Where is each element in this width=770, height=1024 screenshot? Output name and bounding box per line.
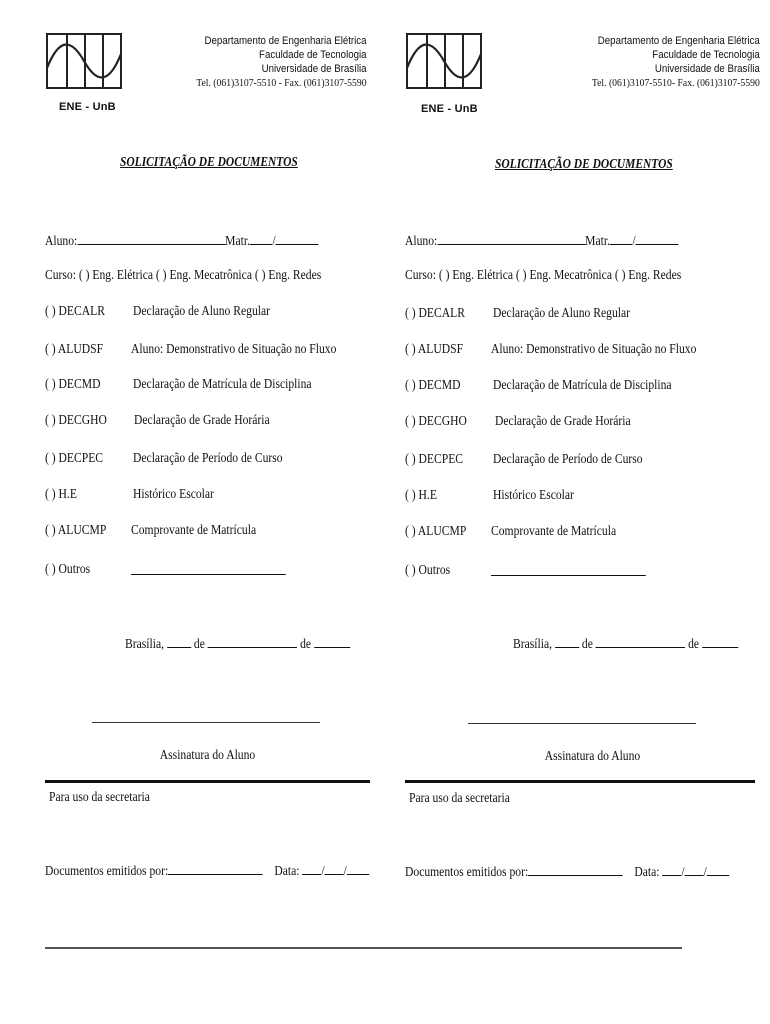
divider	[405, 780, 755, 783]
data-label: Data:	[634, 864, 660, 879]
data-day-field[interactable]	[662, 862, 681, 876]
option-desc: Declaração de Período de Curso	[133, 450, 283, 465]
emitidos-field[interactable]	[168, 861, 263, 875]
aluno-label: Aluno:	[45, 233, 78, 248]
emitidos-label: Documentos emitidos por:	[405, 864, 529, 879]
data-day-field[interactable]	[302, 861, 321, 875]
signature-line[interactable]	[92, 722, 320, 723]
matr-field-2[interactable]	[636, 231, 679, 245]
data-year-field[interactable]	[347, 861, 369, 875]
option-code[interactable]: ( ) H.E	[405, 487, 437, 502]
data-label: Data:	[274, 863, 300, 878]
option-desc: Declaração de Matrícula de Disciplina	[133, 376, 312, 391]
ene-unb-logo-icon	[45, 32, 123, 90]
secretaria-label: Para uso da secretaria	[409, 790, 510, 805]
option-desc: Comprovante de Matrícula	[491, 523, 617, 538]
city-label: Brasília,	[513, 636, 553, 651]
matr-label: Matr.	[225, 233, 251, 248]
ene-unb-logo-icon	[405, 32, 483, 90]
option-desc: Comprovante de Matrícula	[131, 522, 257, 537]
day-field[interactable]	[167, 634, 191, 648]
option-code[interactable]: ( ) DECALR	[45, 303, 105, 318]
form-left	[45, 0, 380, 1024]
divider	[45, 780, 370, 783]
option-code[interactable]: ( ) DECGHO	[45, 412, 107, 427]
option-desc: Declaração de Período de Curso	[493, 451, 643, 466]
year-field[interactable]	[702, 634, 738, 648]
signature-label: Assinatura do Aluno	[159, 747, 256, 762]
form-right	[405, 0, 760, 1024]
option-desc: Declaração de Grade Horária	[495, 413, 631, 428]
aluno-label: Aluno:	[405, 233, 438, 248]
emitidos-row: Documentos emitidos por: Data: / /	[45, 861, 369, 879]
option-code[interactable]: ( ) DECMD	[45, 376, 101, 391]
emitidos-field[interactable]	[528, 862, 623, 876]
matr-field-1[interactable]	[610, 231, 632, 245]
department-name: Departamento de Engenharia Elétrica	[598, 35, 760, 47]
option-desc: Declaração de Aluno Regular	[493, 305, 631, 320]
form-title: SOLICITAÇÃO DE DOCUMENTOS	[120, 155, 298, 170]
outros-field[interactable]	[491, 562, 646, 580]
curso-row[interactable]: Curso: ( ) Eng. Elétrica ( ) Eng. Mecatrônica ( ) Eng. Redes	[405, 267, 682, 282]
de-label: de	[688, 636, 700, 651]
department-name: Departamento de Engenharia Elétrica	[205, 35, 367, 47]
option-desc: Declaração de Aluno Regular	[133, 303, 271, 318]
phone-fax: Tel. (061)3107-5510 - Fax. (061)3107-5590	[196, 77, 367, 89]
year-field[interactable]	[314, 634, 350, 648]
option-desc: Histórico Escolar	[133, 486, 214, 501]
matr-field-1[interactable]	[250, 231, 272, 245]
option-code[interactable]: ( ) ALUCMP	[405, 523, 467, 538]
option-code[interactable]: ( ) DECGHO	[405, 413, 467, 428]
signature-line[interactable]	[468, 723, 696, 724]
faculty-name: Faculdade de Tecnologia	[259, 49, 367, 61]
option-desc: Histórico Escolar	[493, 487, 574, 502]
aluno-field[interactable]	[77, 231, 225, 245]
aluno-field[interactable]	[437, 231, 585, 245]
option-desc: Aluno: Demonstrativo de Situação no Fluxo	[491, 341, 697, 356]
outros-field[interactable]	[131, 561, 286, 579]
curso-row[interactable]: Curso: ( ) Eng. Elétrica ( ) Eng. Mecatrônica ( ) Eng. Redes	[45, 267, 322, 282]
option-desc: Aluno: Demonstrativo de Situação no Fluxo	[131, 341, 337, 356]
data-year-field[interactable]	[707, 862, 729, 876]
date-row	[125, 634, 350, 652]
aluno-row: Aluno: Matr. /	[45, 231, 319, 249]
option-code[interactable]: ( ) ALUCMP	[45, 522, 107, 537]
phone-fax: Tel. (061)3107-5510- Fax. (061)3107-5590	[592, 77, 760, 89]
university-name: Universidade de Brasília	[655, 63, 760, 75]
option-code[interactable]: ( ) DECPEC	[405, 451, 464, 466]
logo-text: ENE - UnB	[421, 103, 478, 115]
month-field[interactable]	[596, 634, 685, 648]
option-code[interactable]: ( ) ALUDSF	[405, 341, 464, 356]
bottom-rule	[45, 947, 682, 949]
department-header	[592, 34, 760, 90]
signature-label: Assinatura do Aluno	[544, 748, 641, 763]
emitidos-row: Documentos emitidos por: Data: / /	[405, 862, 729, 880]
logo-text: ENE - UnB	[59, 101, 116, 113]
university-name: Universidade de Brasília	[262, 63, 367, 75]
option-desc: Declaração de Matrícula de Disciplina	[493, 377, 672, 392]
option-code[interactable]: ( ) ALUDSF	[45, 341, 104, 356]
matr-field-2[interactable]	[276, 231, 319, 245]
day-field[interactable]	[555, 634, 579, 648]
data-month-field[interactable]	[685, 862, 704, 876]
option-code[interactable]: ( ) DECPEC	[45, 450, 104, 465]
faculty-name: Faculdade de Tecnologia	[652, 49, 760, 61]
option-code[interactable]: ( ) DECMD	[405, 377, 461, 392]
option-code[interactable]: ( ) DECALR	[405, 305, 465, 320]
secretaria-label: Para uso da secretaria	[49, 789, 150, 804]
emitidos-label: Documentos emitidos por:	[45, 863, 169, 878]
option-desc: Declaração de Grade Horária	[134, 412, 270, 427]
date-row	[513, 634, 738, 652]
option-code[interactable]: ( ) H.E	[45, 486, 77, 501]
city-label: Brasília,	[125, 636, 165, 651]
de-label: de	[300, 636, 312, 651]
option-code[interactable]: ( ) Outros	[45, 561, 91, 576]
aluno-row: Aluno: Matr. /	[405, 231, 679, 249]
form-title: SOLICITAÇÃO DE DOCUMENTOS	[495, 157, 673, 172]
data-month-field[interactable]	[325, 861, 344, 875]
department-header	[197, 34, 367, 90]
de-label: de	[193, 636, 205, 651]
matr-label: Matr.	[585, 233, 611, 248]
option-code[interactable]: ( ) Outros	[405, 562, 451, 577]
de-label: de	[581, 636, 593, 651]
month-field[interactable]	[208, 634, 297, 648]
